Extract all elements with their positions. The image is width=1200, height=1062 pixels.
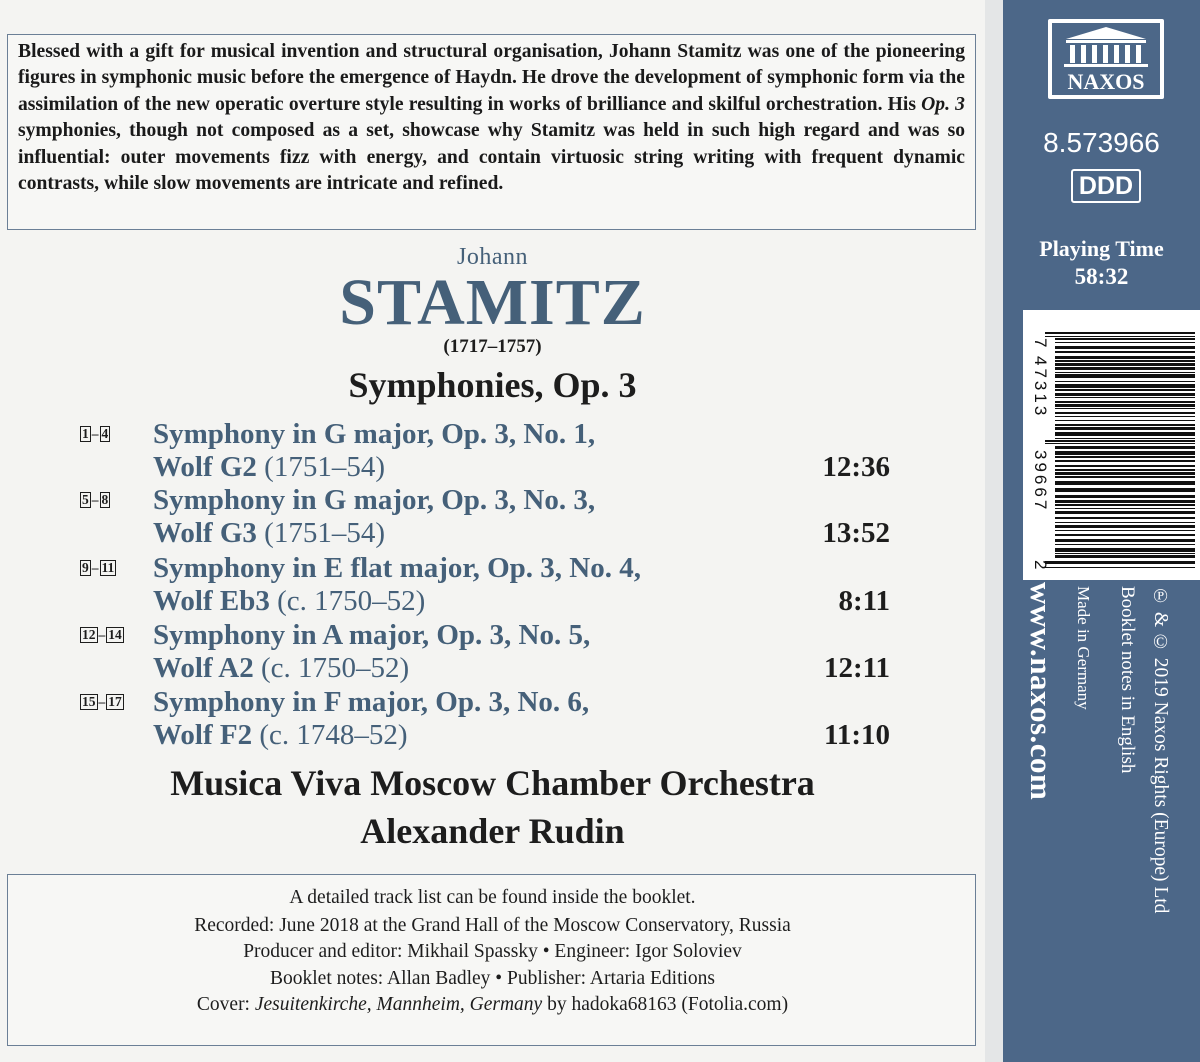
- symphony-title: Symphony in A major, Op. 3, No. 5,: [153, 619, 591, 651]
- barcode-bar: [1055, 374, 1195, 378]
- barcode-bar: [1055, 416, 1195, 417]
- wolf-catalog: Wolf A2 (c. 1750–52): [153, 652, 410, 684]
- barcode-bar: [1055, 338, 1195, 340]
- made-in-text: Made in Germany: [1074, 586, 1093, 710]
- barcode-bar: [1055, 404, 1195, 407]
- barcode-bar: [1055, 504, 1195, 506]
- barcode-bar: [1055, 481, 1195, 485]
- barcode-bar: [1055, 427, 1195, 430]
- barcode-bar: [1055, 525, 1195, 528]
- barcode-bar: [1055, 432, 1195, 436]
- composer-first-name: Johann: [457, 244, 528, 270]
- wolf-catalog: Wolf G2 (1751–54): [153, 451, 385, 483]
- credits-cover: Cover: Jesuitenkirche, Mannheim, Germany by hadoka68163 (Fotolia.com): [196, 994, 789, 1015]
- track-number-range: 15 – 17: [82, 694, 122, 709]
- barcode-bar: [1055, 500, 1195, 503]
- barcode-bar: [1055, 446, 1195, 449]
- symphony-title: Symphony in E flat major, Op. 3, No. 4,: [153, 552, 641, 584]
- barcode-bar: [1055, 548, 1195, 552]
- wolf-catalog: Wolf G3 (1751–54): [153, 517, 385, 549]
- barcode-digit-check: 2: [1031, 560, 1050, 570]
- barcode-bar: [1055, 555, 1195, 558]
- barcode-bar: [1045, 336, 1195, 337]
- track-number-range: 9 – 11: [82, 560, 115, 575]
- ddd-badge: DDD: [1071, 169, 1141, 203]
- barcode-bar: [1055, 488, 1195, 492]
- barcode-bar: [1055, 530, 1195, 531]
- label-panel: [1003, 0, 1200, 1062]
- track-number-range: 5 – 8: [82, 492, 109, 507]
- track-duration: 13:52: [822, 517, 890, 549]
- blurb-text: Blessed with a gift for musical invention and structural organisation, Johann Stamitz was one of the pioneering figures in symphonic music before the emergence of Haydn. He drove the development of symphonic form via the assimilation of the new operatic overture style resulting in works of brilliance and skilful orchestration. His Op. 3 symphonies, though not composed as a set, showcase why Stamitz was held in such high regard and was so influential: outer movements fizz with energy, and contain virtuosic string writing with frequent dynamic contrasts, while slow movements are intricate and refined.: [18, 41, 965, 195]
- symphony-title: Symphony in G major, Op. 3, No. 3,: [153, 484, 596, 516]
- barcode-bar: [1055, 472, 1195, 475]
- track-duration: 11:10: [823, 719, 890, 751]
- barcode-bar: [1055, 401, 1195, 403]
- barcode-bar: [1045, 440, 1195, 442]
- barcode: [1023, 310, 1200, 580]
- barcode-bar: [1055, 412, 1195, 414]
- barcode-bar: [1055, 393, 1195, 396]
- track-duration: 12:36: [822, 451, 890, 483]
- catalog-number: 8.573966: [1043, 127, 1160, 158]
- barcode-bar: [1055, 408, 1195, 409]
- barcode-bar: [1055, 384, 1195, 388]
- barcode-bar: [1055, 367, 1195, 370]
- barcode-bar: [1055, 476, 1195, 478]
- barcode-bar: [1055, 553, 1195, 554]
- playing-time-label: Playing Time: [1039, 236, 1164, 261]
- barcode-bar: [1055, 495, 1195, 498]
- barcode-graphic: [1023, 310, 1200, 580]
- barcode-bar: [1055, 424, 1195, 426]
- barcode-bar: [1055, 465, 1195, 467]
- track-number-range: 12 – 14: [82, 627, 122, 642]
- credits-recorded: Recorded: June 2018 at the Grand Hall of the Moscow Conservatory, Russia: [194, 915, 791, 936]
- barcode-bar: [1055, 517, 1195, 519]
- barcode-bar: [1055, 397, 1195, 398]
- credits-tracklist-note: A detailed track list can be found inside the booklet.: [289, 887, 696, 908]
- barcode-bar: [1055, 539, 1195, 542]
- wolf-catalog: Wolf F2 (c. 1748–52): [153, 719, 408, 751]
- barcode-bar: [1055, 389, 1195, 391]
- barcode-bar: [1055, 363, 1195, 366]
- credits-box: [7, 874, 976, 1046]
- copyright-text: ℗ & © 2019 Naxos Rights (Europe) Ltd: [1150, 586, 1171, 914]
- wolf-catalog: Wolf Eb3 (c. 1750–52): [153, 585, 426, 617]
- barcode-bar: [1045, 567, 1195, 568]
- work-title: Symphonies, Op. 3: [348, 365, 637, 405]
- barcode-bar: [1055, 534, 1195, 536]
- barcode-bar: [1045, 561, 1195, 564]
- barcode-bar: [1055, 381, 1195, 382]
- conductor-name: Alexander Rudin: [360, 811, 625, 851]
- barcode-bar: [1055, 356, 1195, 359]
- barcode-bar: [1055, 346, 1195, 349]
- barcode-bar: [1055, 420, 1195, 421]
- barcode-bar: [1055, 372, 1195, 373]
- playing-time-value: 58:32: [1074, 264, 1129, 289]
- barcode-bar: [1055, 544, 1195, 545]
- barcode-bar: [1055, 511, 1195, 514]
- barcode-digits-group2: 39667: [1031, 450, 1050, 513]
- track-duration: 8:11: [838, 585, 890, 617]
- barcode-bar: [1055, 351, 1195, 353]
- logo-text: NAXOS: [1067, 69, 1145, 94]
- symphony-title: Symphony in G major, Op. 3, No. 1,: [153, 418, 596, 450]
- track-number-range: 1 – 4: [82, 426, 109, 441]
- barcode-bar: [1055, 508, 1195, 509]
- symphony-title: Symphony in F major, Op. 3, No. 6,: [153, 686, 590, 718]
- barcode-bar: [1055, 522, 1195, 523]
- naxos-logo: [1048, 19, 1164, 99]
- barcode-bar: [1045, 332, 1195, 334]
- barcode-bar: [1055, 342, 1195, 343]
- barcode-bar: [1055, 456, 1195, 458]
- booklet-language-text: Booklet notes in English: [1117, 586, 1138, 774]
- blurb-box: [7, 34, 976, 230]
- barcode-bar: [1055, 469, 1195, 471]
- website-url[interactable]: www.naxos.com: [1024, 582, 1059, 801]
- barcode-bar: [1055, 360, 1195, 362]
- credits-producer: Producer and editor: Mikhail Spassky • Engineer: Igor Soloviev: [243, 941, 742, 962]
- barcode-bar: [1055, 460, 1195, 462]
- composer-last-name: STAMITZ: [339, 266, 646, 339]
- credits-booklet: Booklet notes: Allan Badley • Publisher: Artaria Editions: [270, 968, 715, 989]
- orchestra-name: Musica Viva Moscow Chamber Orchestra: [170, 763, 815, 803]
- track-duration: 12:11: [823, 652, 890, 684]
- spine-strip: [985, 0, 1003, 1062]
- barcode-digits-group1: 47313: [1031, 356, 1050, 419]
- barcode-bar: [1055, 451, 1195, 455]
- composer-dates: (1717–1757): [443, 336, 542, 357]
- barcode-bar: [1055, 438, 1195, 439]
- barcode-bar: [1045, 443, 1195, 444]
- barcode-digit-first: 7: [1031, 338, 1050, 348]
